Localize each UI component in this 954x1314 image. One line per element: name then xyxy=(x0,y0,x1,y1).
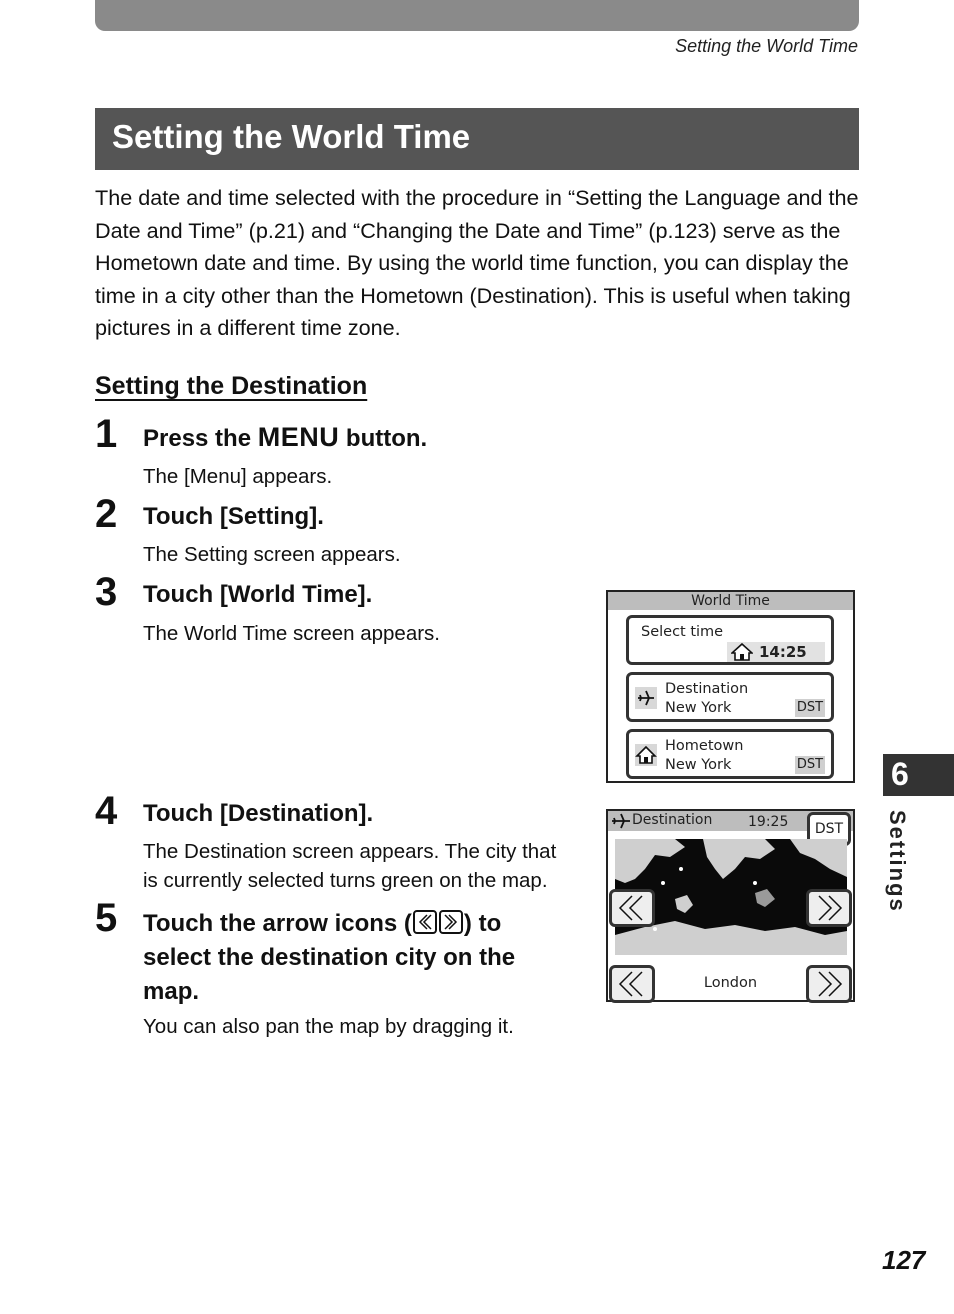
destination-city: New York xyxy=(665,700,732,716)
dst-label: DST xyxy=(814,821,844,837)
step-4-title: Touch [Destination]. xyxy=(143,800,374,827)
selected-city: London xyxy=(703,975,758,991)
menu-word: MENU xyxy=(257,422,340,452)
destination-header: Destination xyxy=(632,812,713,828)
chapter-tab xyxy=(883,754,954,796)
destination-button[interactable] xyxy=(626,672,834,722)
step-2-title: Touch [Setting]. xyxy=(143,503,324,530)
subheading: Setting the Destination xyxy=(95,372,368,400)
airplane-icon xyxy=(610,812,632,834)
home-icon xyxy=(635,744,657,766)
running-head: Setting the World Time xyxy=(675,36,858,56)
destination-screen xyxy=(606,809,855,1002)
destination-dst-badge: DST xyxy=(796,700,824,715)
step-3-desc: The World Time screen appears. xyxy=(143,622,440,645)
page-number: 127 xyxy=(882,1245,926,1275)
step-4-desc-line-2: is currently selected turns green on the map. xyxy=(143,869,548,892)
top-bar xyxy=(95,0,859,31)
step-1-title: Press the MENU button. xyxy=(143,422,428,452)
step-3-number: 3 xyxy=(95,570,118,614)
step-1-number: 1 xyxy=(95,412,118,456)
home-icon xyxy=(731,643,753,665)
map-pan-right-button[interactable] xyxy=(806,889,852,927)
chapter-label: Settings xyxy=(885,810,910,913)
select-time-label: Select time xyxy=(641,624,724,640)
section-title: Setting the World Time xyxy=(112,118,471,155)
intro-paragraph: The date and time selected with the procedure in “Setting the Language and the Date and Time” (p.21) and “Changing the Date and Time” (p.123) serve as the Hometown date and time. By using the world time function, you can display the time in a city other than the Hometown (Destination). This is useful when taking pictures in a different time zone. xyxy=(95,185,859,340)
select-time-value: 14:25 xyxy=(759,643,807,661)
hometown-city: New York xyxy=(665,757,732,773)
step-1-desc: The [Menu] appears. xyxy=(143,465,333,488)
right-arrow-icon xyxy=(809,968,849,1000)
chapter-number: 6 xyxy=(891,756,909,792)
right-arrow-icon xyxy=(439,910,463,934)
hometown-label: Hometown xyxy=(665,738,744,754)
hometown-button[interactable] xyxy=(626,729,834,779)
step-5-number: 5 xyxy=(95,896,118,940)
right-arrow-icon xyxy=(809,892,849,924)
step-5-desc: You can also pan the map by dragging it. xyxy=(143,1015,514,1038)
left-arrow-icon xyxy=(413,910,437,934)
left-arrow-icon xyxy=(612,892,652,924)
next-city-button[interactable] xyxy=(806,965,852,1003)
step-3-title: Touch [World Time]. xyxy=(143,581,373,608)
step-5-title: Touch the arrow icons ( ) to select the destination city on the map. xyxy=(143,910,516,1005)
world-time-screen xyxy=(606,590,855,783)
airplane-icon xyxy=(635,687,657,709)
step-4-number: 4 xyxy=(95,789,118,833)
destination-time: 19:25 xyxy=(748,814,789,830)
step-2-desc: The Setting screen appears. xyxy=(143,543,401,566)
map-pan-left-button[interactable] xyxy=(609,889,655,927)
select-time-value-box xyxy=(727,642,825,662)
select-time-button[interactable] xyxy=(626,615,834,665)
world-time-header: World Time xyxy=(608,592,853,610)
hometown-dst-badge: DST xyxy=(796,757,824,772)
step-2-number: 2 xyxy=(95,492,118,536)
destination-label: Destination xyxy=(665,681,749,697)
step-4-desc-line-1: The Destination screen appears. The city that xyxy=(143,840,557,863)
section-title-banner xyxy=(95,108,859,170)
